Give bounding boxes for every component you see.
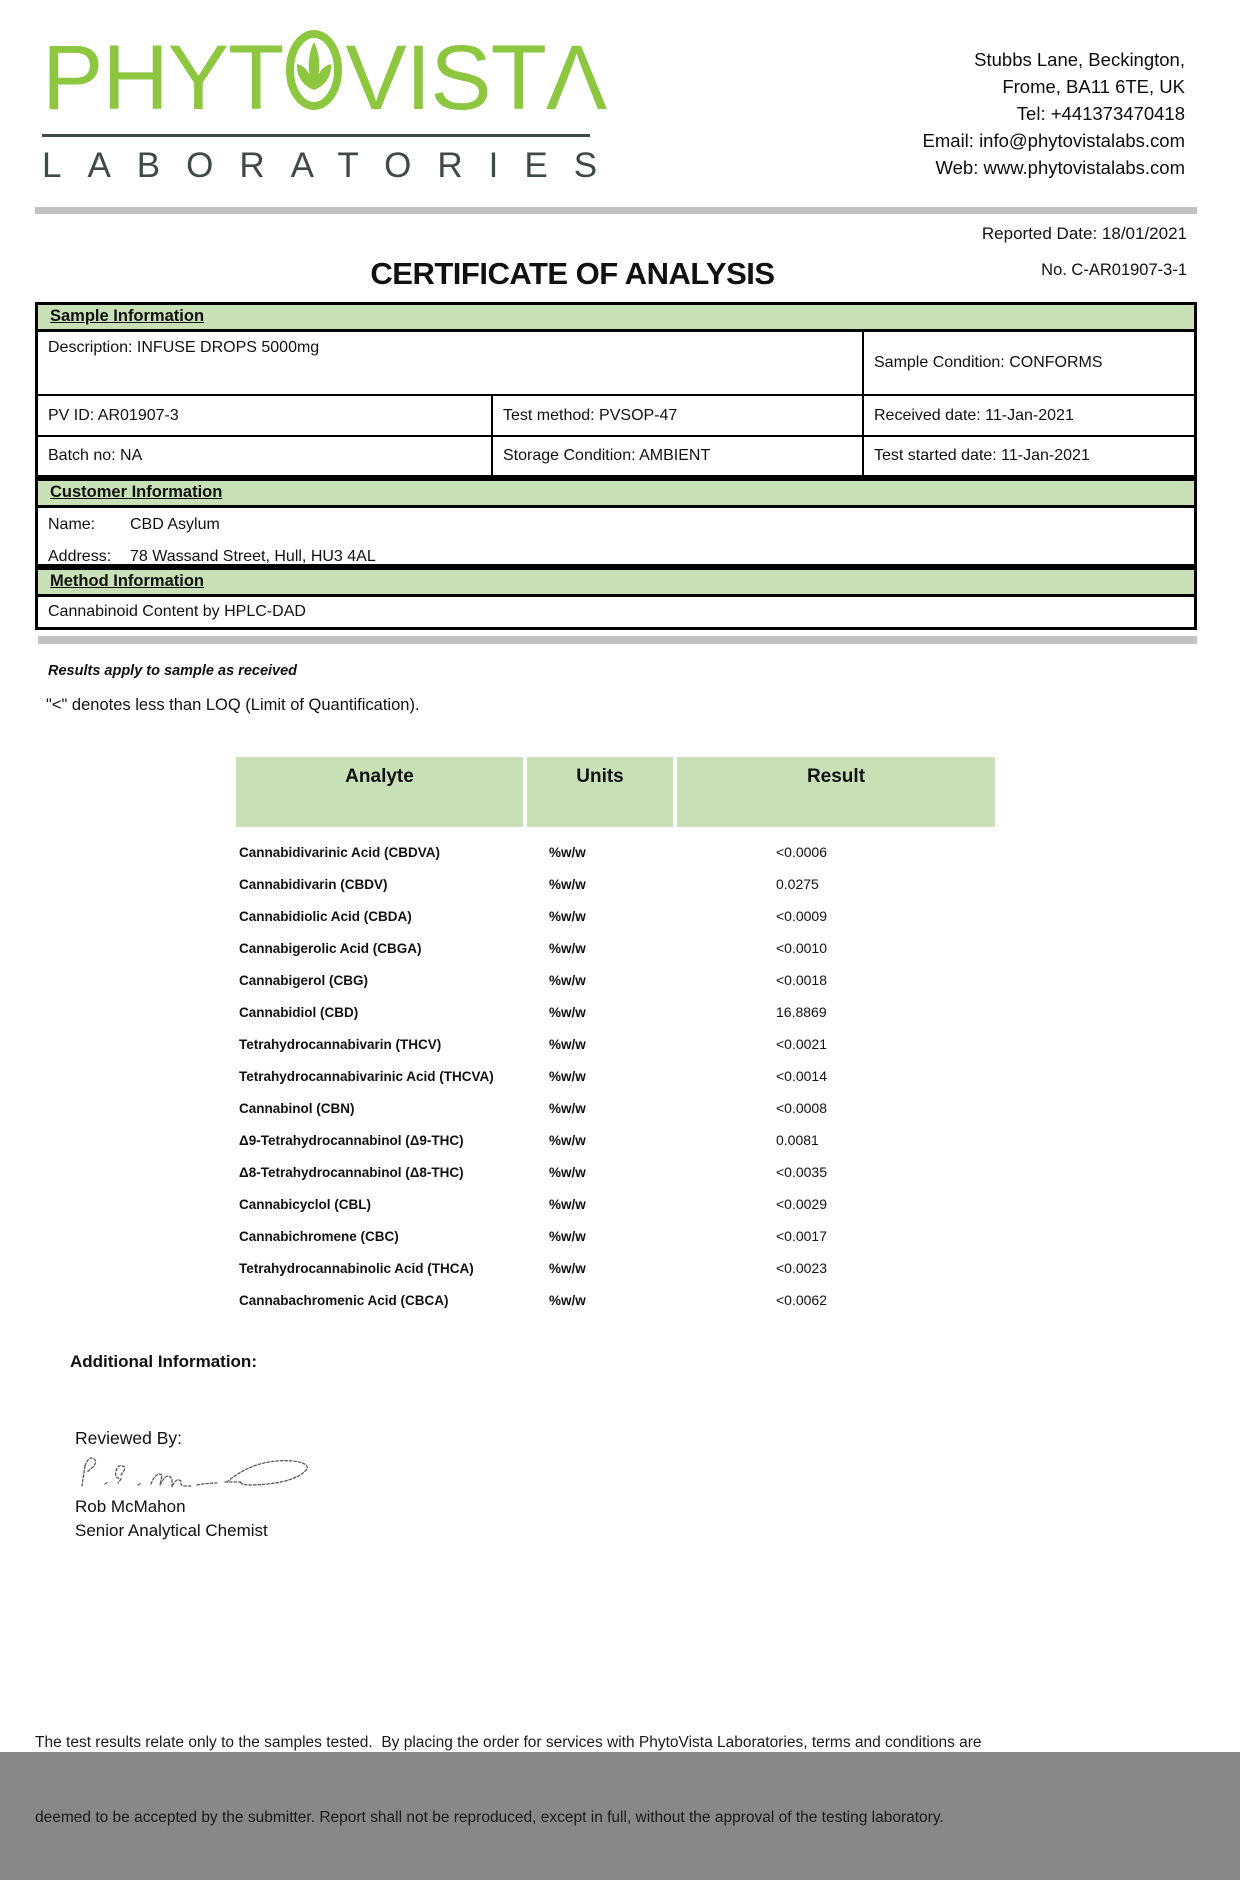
- method-row: [35, 597, 1197, 630]
- table-row: [236, 1060, 995, 1092]
- sample-description: Description: INFUSE DROPS 5000mg: [38, 332, 864, 394]
- contact-web: Web: www.phytovistalabs.com: [935, 157, 1185, 178]
- reported-date: Reported Date: 18/01/2021: [981, 224, 1187, 243]
- customer-details: [35, 508, 1197, 567]
- table-row: [236, 900, 995, 932]
- info-tables: [35, 302, 1197, 630]
- result-cell: <0.0062: [776, 1292, 827, 1308]
- units-cell: %w/w: [549, 1292, 586, 1308]
- received-date: Received date: 11-Jan-2021: [874, 406, 1074, 424]
- units-cell: %w/w: [549, 876, 586, 892]
- table-row: [236, 1156, 995, 1188]
- table-row: [236, 1252, 995, 1284]
- table-row: [236, 1284, 995, 1316]
- analyte-cell: Tetrahydrocannabivarin (THCV): [239, 1036, 442, 1052]
- result-cell: <0.0023: [776, 1260, 827, 1276]
- logo-wordmark: [42, 26, 607, 129]
- table-row: [236, 1188, 995, 1220]
- analyte-cell: Cannabigerolic Acid (CBGA): [239, 940, 422, 956]
- result-cell: <0.0008: [776, 1100, 827, 1116]
- column-header-analyte: Analyte: [236, 757, 523, 827]
- result-cell: <0.0009: [776, 908, 827, 924]
- contact-address-line1: Stubbs Lane, Beckington,: [974, 49, 1185, 70]
- test-method: Test method: PVSOP-47: [493, 396, 864, 435]
- units-cell: %w/w: [549, 1164, 586, 1180]
- table-row: [236, 996, 995, 1028]
- sample-description-row: [35, 332, 1197, 396]
- table-row: [236, 964, 995, 996]
- footer-line2: deemed to be accepted by the submitter. Report shall not be reproduced, except in full, without the approval of the testing laboratory.: [35, 1809, 944, 1826]
- logo-divider: [42, 134, 590, 137]
- units-cell: %w/w: [549, 1260, 586, 1276]
- units-cell: %w/w: [549, 1196, 586, 1212]
- column-header-result: Result: [677, 757, 995, 827]
- results-table-rows: [236, 836, 995, 1316]
- analyte-cell: Tetrahydrocannabivarinic Acid (THCVA): [239, 1068, 494, 1084]
- sample-condition: Sample Condition: CONFORMS: [874, 354, 1103, 371]
- analyte-cell: Cannabachromenic Acid (CBCA): [239, 1292, 449, 1308]
- result-cell: <0.0017: [776, 1228, 827, 1244]
- page-title: CERTIFICATE OF ANALYSIS: [370, 256, 775, 291]
- company-logo: [42, 26, 624, 186]
- table-row: [236, 1124, 995, 1156]
- customer-name-line: [48, 516, 1184, 534]
- result-cell: 16.8869: [776, 1004, 827, 1020]
- result-cell: <0.0018: [776, 972, 827, 988]
- additional-information-label: Additional Information:: [70, 1352, 257, 1371]
- customer-address-value: 78 Wassand Street, Hull, HU3 4AL: [130, 548, 376, 565]
- table-row: [236, 1028, 995, 1060]
- table-row: [236, 1092, 995, 1124]
- footer-disclaimer: [35, 1680, 1200, 1880]
- batch-no: Batch no: NA: [38, 437, 493, 475]
- logo-text-last: Λ: [545, 26, 607, 129]
- logo-text-left: PHYT: [42, 26, 284, 129]
- customer-name-label: Name:: [48, 516, 96, 533]
- analyte-cell: Cannabidivarin (CBDV): [239, 876, 388, 892]
- contact-email: Email: info@phytovistalabs.com: [922, 130, 1185, 151]
- table-shadow-bar: [38, 636, 1197, 644]
- result-cell: <0.0035: [776, 1164, 827, 1180]
- sample-ids-row: [35, 396, 1197, 437]
- units-cell: %w/w: [549, 1068, 586, 1084]
- units-cell: %w/w: [549, 1036, 586, 1052]
- contact-address-line2: Frome, BA11 6TE, UK: [1002, 76, 1185, 97]
- analyte-cell: Cannabichromene (CBC): [239, 1228, 399, 1244]
- analyte-cell: Tetrahydrocannabinolic Acid (THCA): [239, 1260, 474, 1276]
- table-row: [236, 932, 995, 964]
- units-cell: %w/w: [549, 908, 586, 924]
- analyte-cell: Cannabicyclol (CBL): [239, 1196, 372, 1212]
- reviewed-by-label: Reviewed By:: [75, 1428, 182, 1448]
- result-cell: <0.0021: [776, 1036, 827, 1052]
- customer-address-line: [48, 548, 1184, 566]
- analyte-cell: Cannabigerol (CBG): [239, 972, 369, 988]
- analyte-cell: Δ9-Tetrahydrocannabinol (Δ9-THC): [239, 1132, 464, 1148]
- contact-phone: Tel: +441373470418: [1016, 103, 1185, 124]
- test-started-date: Test started date: 11-Jan-2021: [874, 447, 1090, 464]
- logo-text-right: VIST: [345, 26, 546, 129]
- table-row: [236, 868, 995, 900]
- units-cell: %w/w: [549, 1228, 586, 1244]
- sample-batch-row: [35, 437, 1197, 478]
- lab-contact-info: [923, 46, 1185, 181]
- customer-address-label: Address:: [48, 548, 112, 565]
- result-cell: 0.0081: [776, 1132, 819, 1148]
- section-header-method-information: Method Information: [35, 567, 1197, 597]
- units-cell: %w/w: [549, 972, 586, 988]
- report-number: No. C-AR01907-3-1: [1041, 261, 1187, 279]
- analyte-cell: Cannabidivarinic Acid (CBDVA): [239, 844, 441, 860]
- method-name: Cannabinoid Content by HPLC-DAD: [48, 603, 306, 620]
- units-cell: %w/w: [549, 1100, 586, 1116]
- reviewer-name: Rob McMahon: [75, 1497, 186, 1516]
- units-cell: %w/w: [549, 1004, 586, 1020]
- logo-subtitle: LABORATORIES: [42, 146, 624, 185]
- table-row: [236, 1220, 995, 1252]
- units-cell: %w/w: [549, 1132, 586, 1148]
- customer-name-value: CBD Asylum: [130, 516, 220, 533]
- result-cell: <0.0014: [776, 1068, 827, 1084]
- analyte-cell: Cannabinol (CBN): [239, 1100, 355, 1116]
- leaf-o-icon: [285, 30, 343, 125]
- header-divider-bar: [35, 207, 1197, 214]
- result-cell: <0.0006: [776, 844, 827, 860]
- section-header-sample-information: Sample Information: [35, 302, 1197, 332]
- section-header-customer-information: Customer Information: [35, 478, 1197, 508]
- units-cell: %w/w: [549, 940, 586, 956]
- storage-condition: Storage Condition: AMBIENT: [493, 437, 864, 475]
- analyte-cell: Cannabidiolic Acid (CBDA): [239, 908, 412, 924]
- pv-id: PV ID: AR01907-3: [38, 396, 493, 435]
- reviewer-role: Senior Analytical Chemist: [75, 1521, 268, 1540]
- results-note: Results apply to sample as received: [48, 663, 298, 679]
- table-row: [236, 836, 995, 868]
- result-cell: <0.0010: [776, 940, 827, 956]
- column-header-units: Units: [527, 757, 673, 827]
- analyte-cell: Δ8-Tetrahydrocannabinol (Δ8-THC): [239, 1164, 464, 1180]
- footer-line1: The test results relate only to the samples tested. By placing the order for services with PhytoVista Laboratories, terms and conditions are: [35, 1734, 982, 1751]
- loq-note: "<" denotes less than LOQ (Limit of Quantification).: [46, 696, 420, 714]
- signature-image: [75, 1448, 330, 1501]
- units-cell: %w/w: [549, 844, 586, 860]
- result-cell: 0.0275: [776, 876, 819, 892]
- results-table-header: [236, 757, 995, 827]
- analyte-cell: Cannabidiol (CBD): [239, 1004, 359, 1020]
- result-cell: <0.0029: [776, 1196, 827, 1212]
